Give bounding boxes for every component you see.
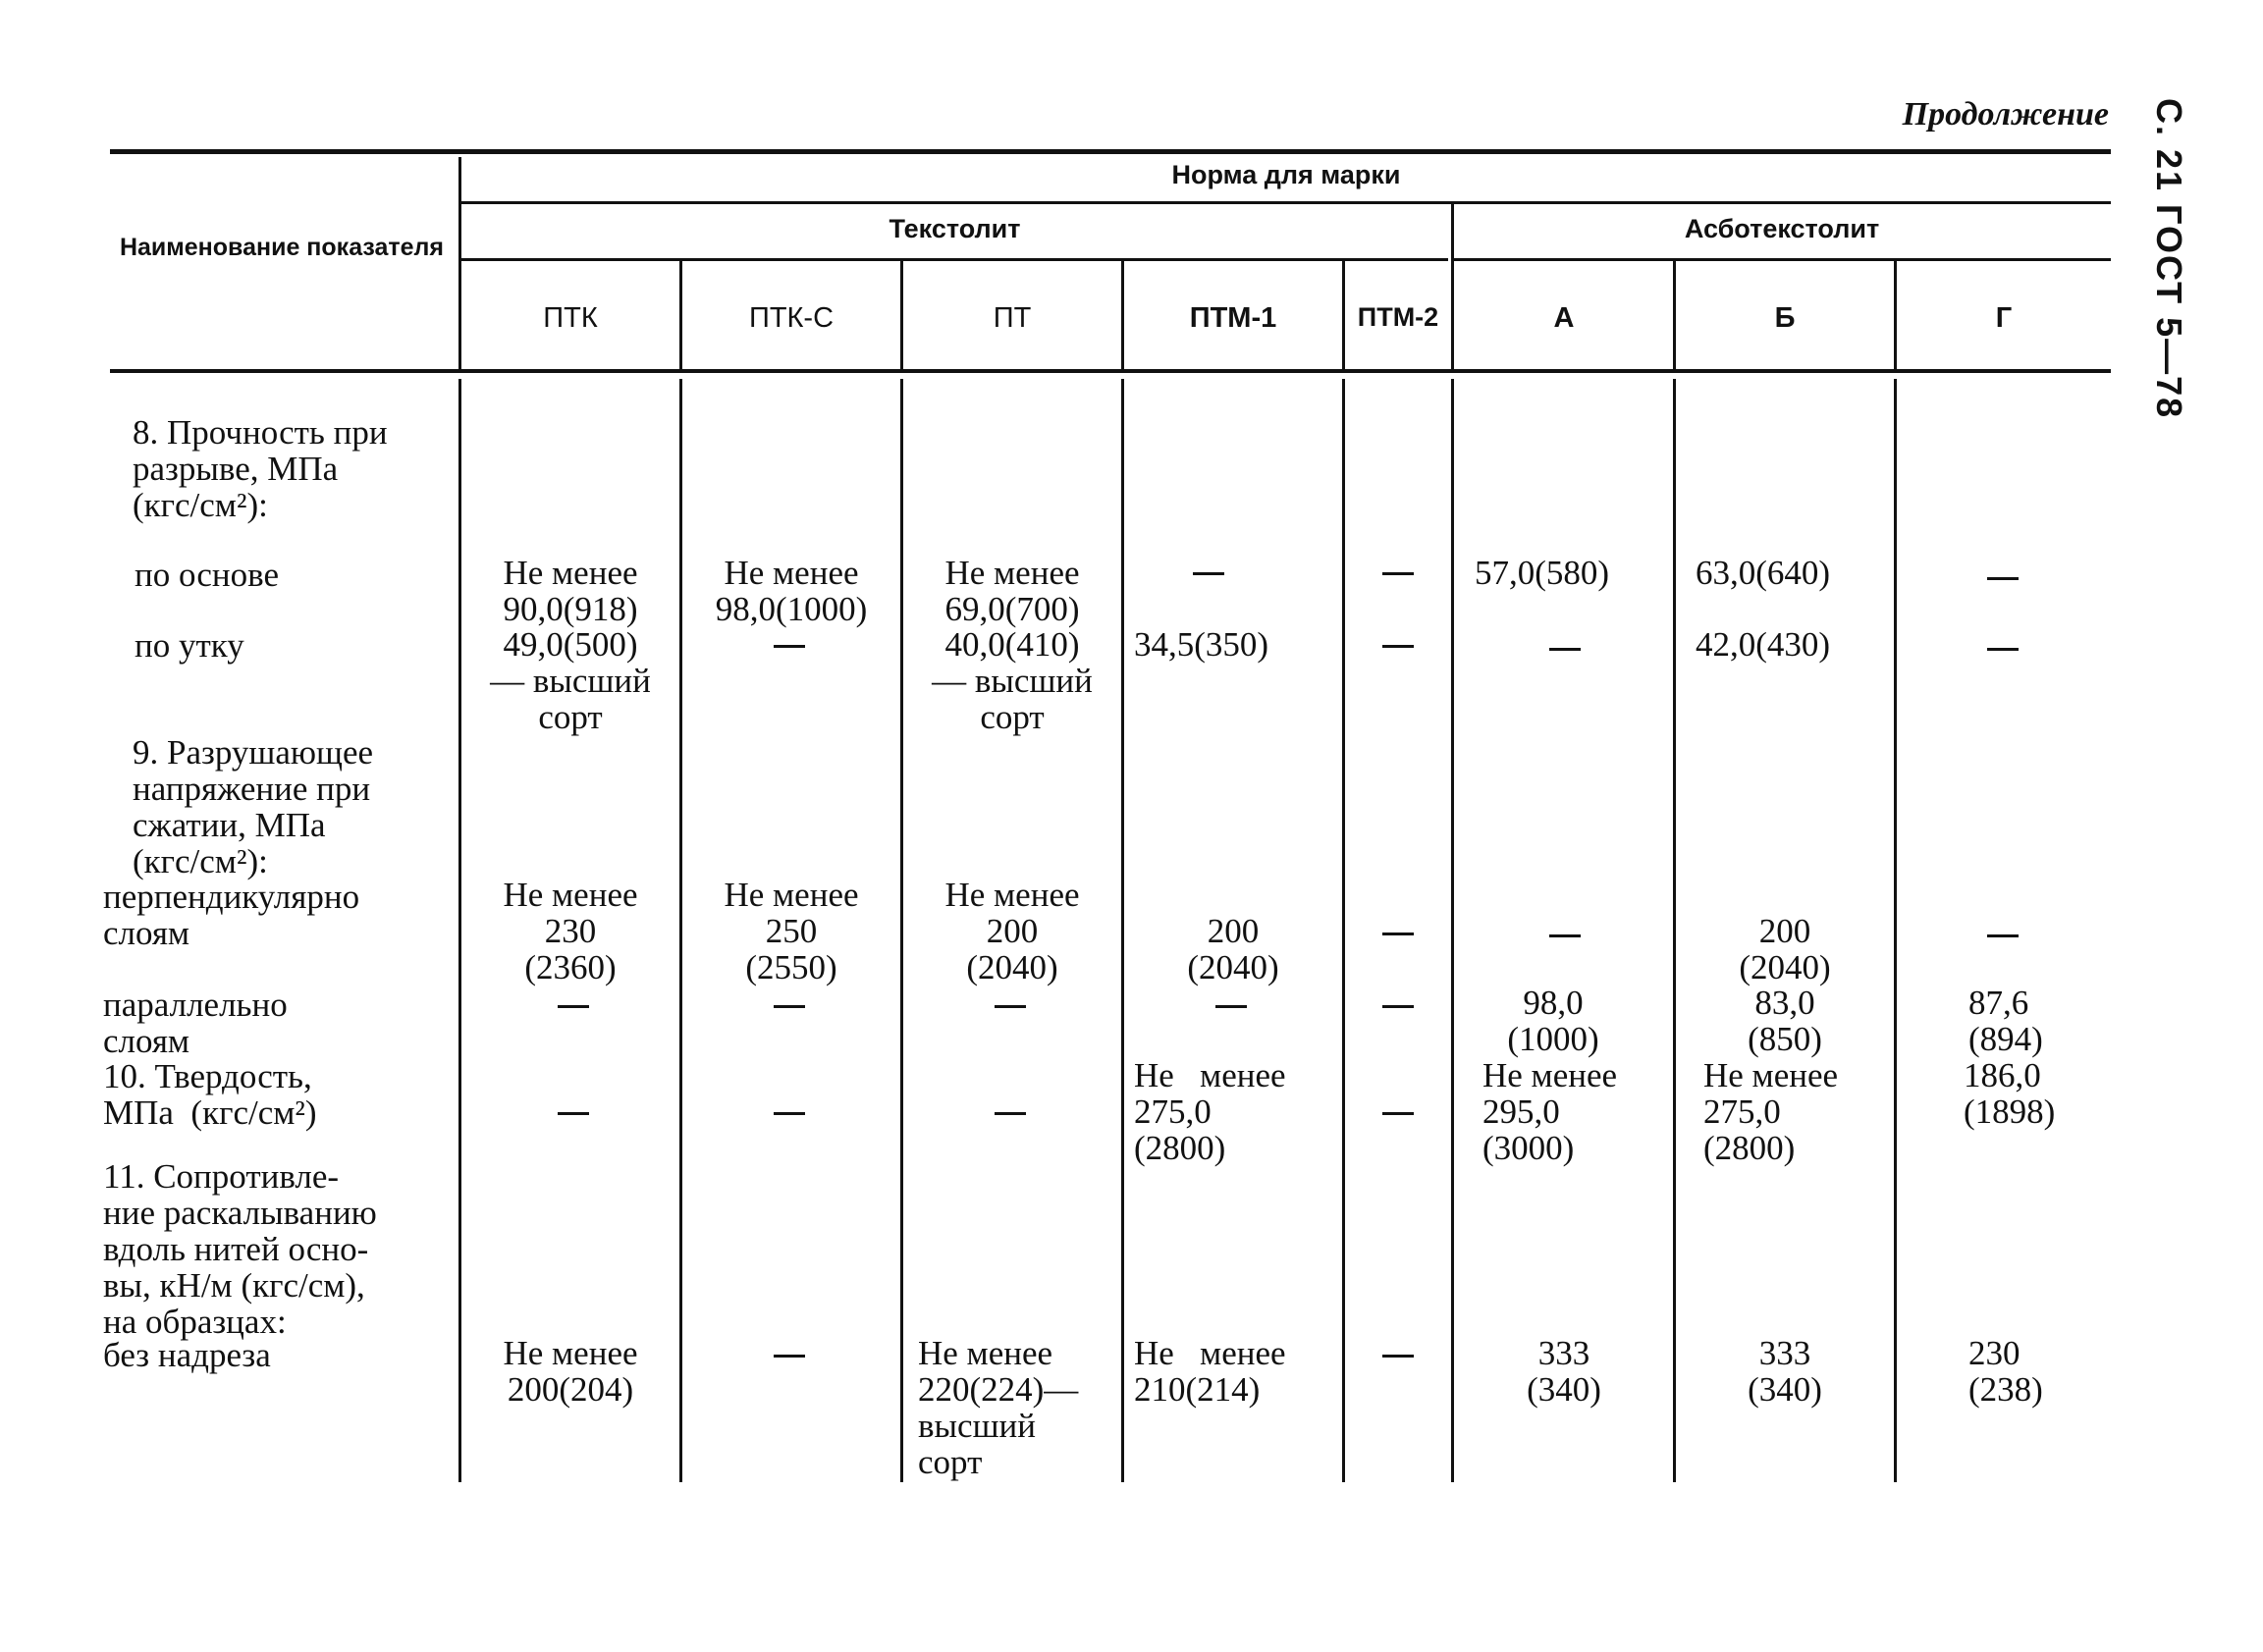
cell-9-perp-a: [1549, 934, 1581, 937]
asbotextolit-group-header: Асботекстолит: [1684, 214, 1880, 243]
cell-9-par-ptk-s: [774, 1005, 805, 1008]
cell-8-osn-ptm-1: [1193, 572, 1224, 575]
cell-11-g: 230 (238): [1968, 1334, 2043, 1409]
row-9-perp-label: перпендикулярно слоям: [103, 878, 360, 952]
cell-9-perp-ptm-1: 200 (2040): [1187, 912, 1279, 986]
col-rule-header: [1121, 261, 1124, 369]
col-rule-header: [458, 157, 461, 369]
col-header-a: А: [1553, 302, 1575, 334]
row-8-osn-label: по основе: [135, 556, 279, 594]
cell-9-par-ptm-2: [1382, 1005, 1414, 1008]
continuation-label: Продолжение: [1902, 96, 2109, 133]
col-header-ptm-1: ПТМ-1: [1189, 302, 1277, 334]
cell-11-ptk-s: [774, 1355, 805, 1358]
cell-8-osn-g: [1987, 577, 2019, 580]
norm-rule: [461, 201, 2111, 204]
cell-9-perp-ptk: Не менее 230 (2360): [503, 876, 638, 986]
cell-8-utk-g: [1987, 648, 2019, 651]
cell-10-a: Не менее 295,0 (3000): [1482, 1056, 1618, 1167]
cell-10-ptm-2: [1382, 1112, 1414, 1115]
cell-8-utk-pt: 40,0(410) — высший сорт: [932, 625, 1093, 736]
col-header-ptk: ПТК: [543, 302, 598, 334]
cell-9-par-g: 87,6 (894): [1968, 984, 2043, 1058]
cell-9-perp-ptm-2: [1382, 933, 1414, 935]
header-bottom-rule: [110, 369, 2111, 373]
col-header-pt: ПТ: [993, 302, 1032, 334]
cell-8-utk-ptk: 49,0(500) — высший сорт: [490, 625, 651, 736]
row-11-sub-label: без надреза: [103, 1336, 271, 1374]
col-rule-body: [1342, 379, 1345, 1482]
cell-11-ptm-1: Не менее 210(214): [1134, 1334, 1286, 1409]
cell-11-b: 333 (340): [1748, 1334, 1822, 1409]
cell-9-par-b: 83,0 (850): [1748, 984, 1822, 1058]
cell-8-osn-ptk: Не менее 90,0(918): [503, 554, 638, 628]
cell-9-par-a: 98,0 (1000): [1507, 984, 1599, 1058]
col-rule-header: [1673, 261, 1676, 369]
table-top-rule: [110, 149, 2111, 154]
cell-9-par-ptk: [558, 1005, 589, 1008]
row-10-label: 10. Твердость, МПа (кгс/см²): [103, 1057, 317, 1132]
row-9-par-label: параллельно слоям: [103, 986, 288, 1060]
row-11-label: 11. Сопротивле- ние раскалыванию вдоль нитей осно- вы, кН/м (кгс/см), на образцах:: [103, 1157, 377, 1341]
row-9-label: 9. Разрушающее напряжение при сжатии, МПа (кгс/см²):: [133, 733, 374, 880]
cell-8-utk-a: [1549, 648, 1581, 651]
cell-10-b: Не менее 275,0 (2800): [1703, 1056, 1839, 1167]
cell-8-utk-b: 42,0(430): [1696, 625, 1831, 664]
cell-8-utk-ptm-1: 34,5(350): [1134, 625, 1269, 664]
col-header-ptm-2: ПТМ-2: [1357, 302, 1439, 332]
asbo-rule: [1453, 258, 2111, 261]
cell-8-osn-pt: Не менее 69,0(700): [944, 554, 1080, 628]
cell-8-osn-b: 63,0(640): [1696, 554, 1831, 592]
cell-8-osn-ptk-s: Не менее 98,0(1000): [715, 554, 868, 628]
textolit-group-header: Текстолит: [889, 214, 1021, 243]
cell-10-g: 186,0 (1898): [1964, 1056, 2056, 1131]
cell-10-ptk: [558, 1112, 589, 1115]
textolit-rule: [461, 258, 1448, 261]
cell-9-par-pt: [995, 1005, 1026, 1008]
cell-8-utk-ptm-2: [1382, 645, 1414, 648]
cell-9-perp-g: [1987, 934, 2019, 937]
col-header-ptk-s: ПТК-С: [748, 302, 835, 334]
norm-for-grade-header: Норма для марки: [1171, 160, 1401, 189]
col-rule-header: [679, 261, 682, 369]
col-rule-header: [1451, 204, 1454, 369]
col-rule-body: [1451, 379, 1454, 1482]
cell-11-pt: Не менее 220(224)— высший сорт: [918, 1334, 1079, 1481]
cell-11-ptk: Не менее 200(204): [503, 1334, 638, 1409]
col-rule-header: [1894, 261, 1897, 369]
col-rule-header: [900, 261, 903, 369]
col-rule-header: [1342, 261, 1345, 369]
cell-9-perp-pt: Не менее 200 (2040): [944, 876, 1080, 986]
cell-11-ptm-2: [1382, 1355, 1414, 1358]
row-8-utk-label: по утку: [135, 626, 244, 665]
cell-8-osn-ptm-2: [1382, 572, 1414, 575]
page-side-label: С. 21 ГОСТ 5—78: [2149, 98, 2189, 420]
cell-9-par-ptm-1: [1215, 1005, 1247, 1008]
cell-10-ptk-s: [774, 1112, 805, 1115]
cell-10-ptm-1: Не менее 275,0 (2800): [1134, 1056, 1286, 1167]
col-header-b: Б: [1774, 302, 1796, 334]
cell-8-utk-ptk-s: [774, 645, 805, 648]
cell-11-a: 333 (340): [1527, 1334, 1601, 1409]
row-8-label: 8. Прочность при разрыве, МПа (кгс/см²):: [133, 413, 388, 524]
cell-10-pt: [995, 1112, 1026, 1115]
cell-9-perp-ptk-s: Не менее 250 (2550): [724, 876, 859, 986]
col-header-g: Г: [1995, 302, 2013, 334]
cell-8-osn-a: 57,0(580): [1475, 554, 1610, 592]
indicator-name-header: Наименование показателя: [119, 234, 445, 261]
cell-9-perp-b: 200 (2040): [1739, 912, 1831, 986]
col-rule-body: [1894, 379, 1897, 1482]
